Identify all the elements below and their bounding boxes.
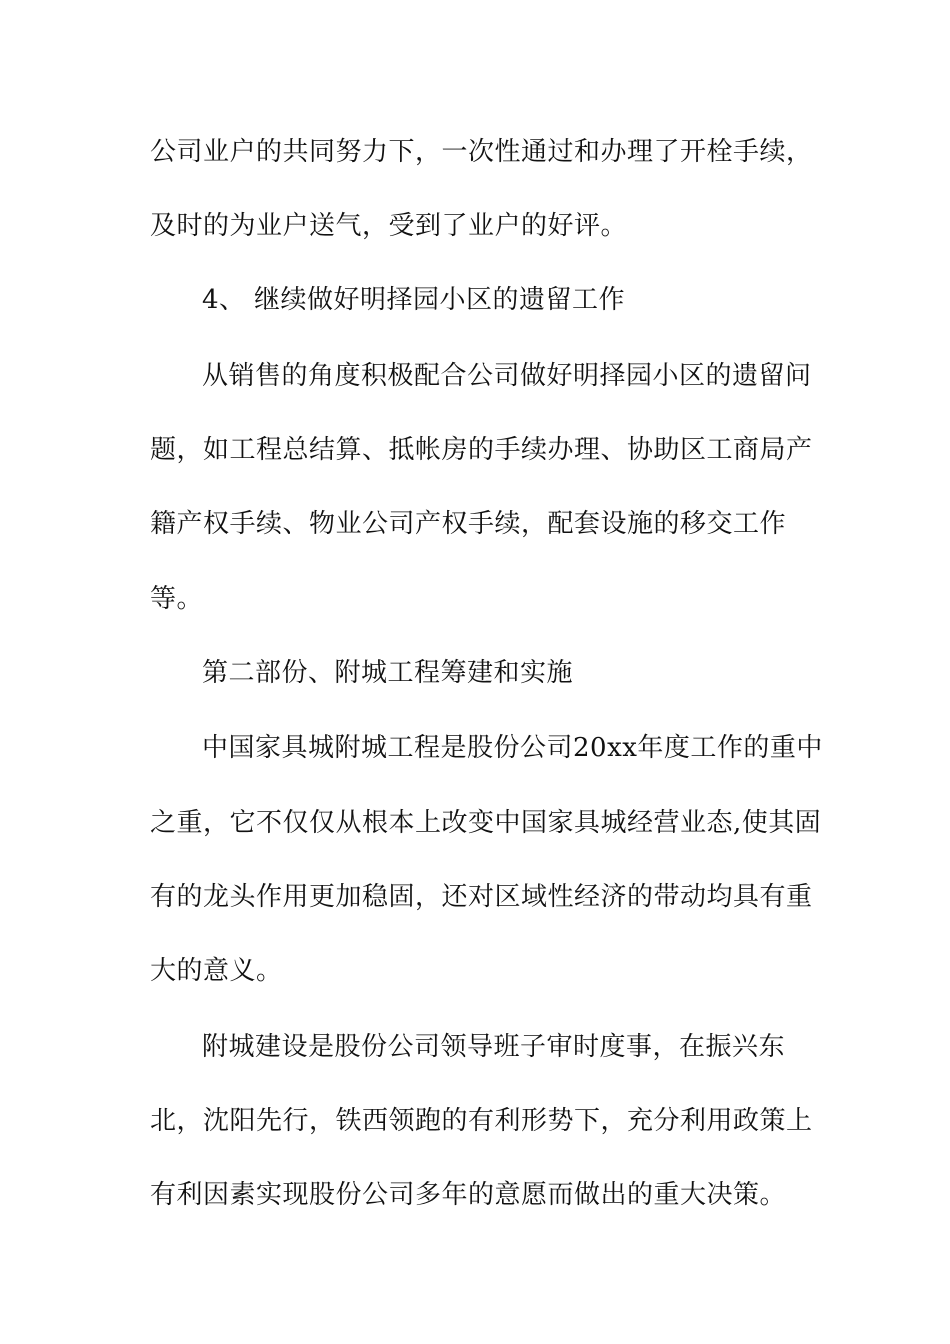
section-heading: 第二部份、附城工程筹建和实施 bbox=[202, 658, 574, 688]
text-line: 等。 bbox=[150, 584, 204, 614]
text-line: 有利因素实现股份公司多年的意愿而做出的重大决策。 bbox=[150, 1180, 787, 1210]
list-item-heading bbox=[202, 282, 862, 318]
text-line: 大的意义。 bbox=[150, 956, 283, 986]
text-line: 之重，它不仅仅从根本上改变中国家具城经营业态,使其固 bbox=[150, 808, 822, 838]
list-item-number: 4、 bbox=[202, 285, 246, 315]
text-line: 及时的为业户送气，受到了业户的好评。 bbox=[150, 211, 628, 241]
text-line: 籍产权手续、物业公司产权手续，配套设施的移交工作 bbox=[150, 509, 787, 539]
text-line: 北，沈阳先行，铁西领跑的有利形势下，充分利用政策上 bbox=[150, 1106, 813, 1136]
list-item-title: 继续做好明择园小区的遗留工作 bbox=[254, 285, 626, 315]
text-line: 中国家具城附城工程是股份公司20xx年度工作的重中 bbox=[202, 733, 823, 763]
text-line: 公司业户的共同努力下，一次性通过和办理了开栓手续， bbox=[150, 137, 813, 167]
text-line: 附城建设是股份公司领导班子审时度事，在振兴东 bbox=[202, 1032, 786, 1062]
text-line: 题，如工程总结算、抵帐房的手续办理、协助区工商局产 bbox=[150, 435, 813, 465]
text-line: 从销售的角度积极配合公司做好明择园小区的遗留问 bbox=[202, 361, 812, 391]
text-line: 有的龙头作用更加稳固，还对区域性经济的带动均具有重 bbox=[150, 882, 813, 912]
